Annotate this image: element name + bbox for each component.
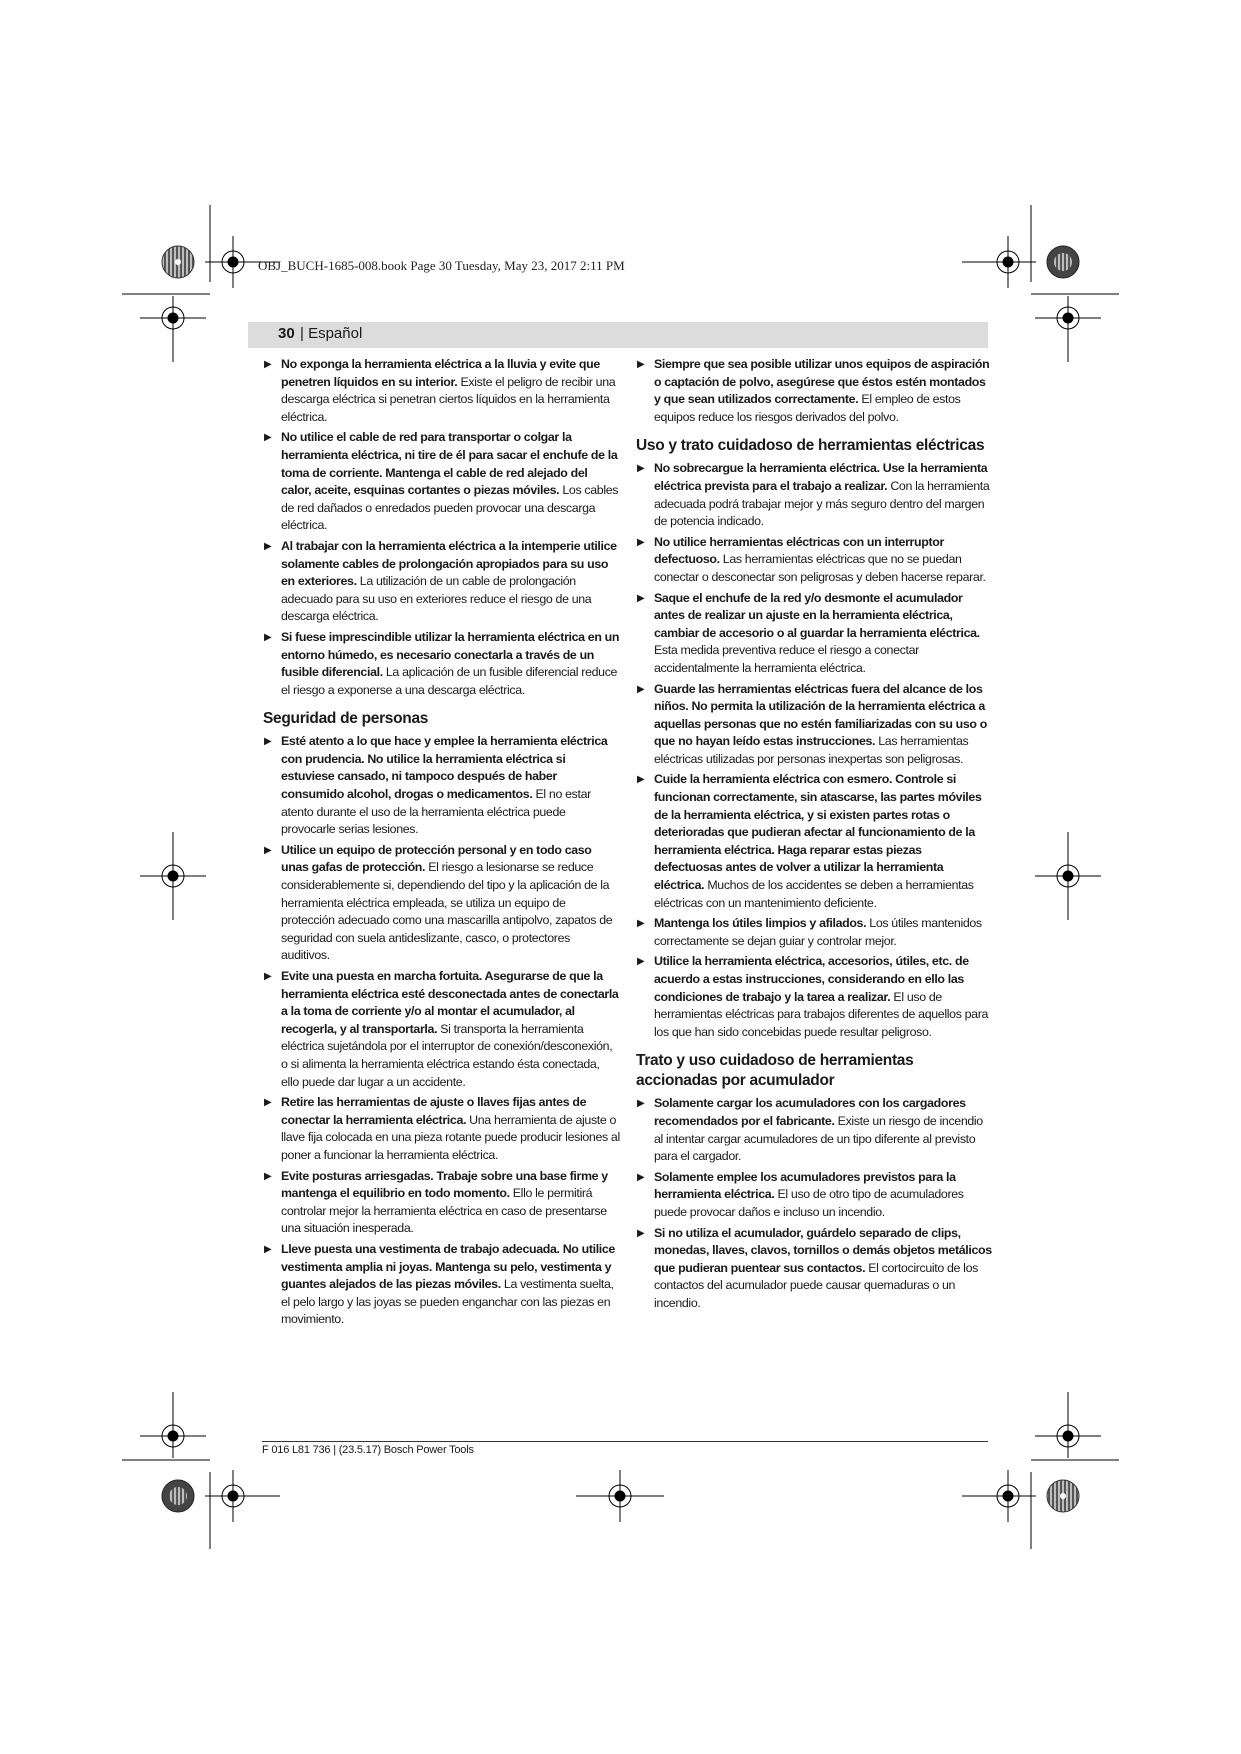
crosshair-icon bbox=[140, 1392, 206, 1458]
bullet-arrow-icon: ▶ bbox=[264, 432, 272, 444]
safety-explanation: La utilización de un cable de prolongación adecuado para su uso en exteriores reduce el riesgo de una descarga eléctrica. bbox=[281, 574, 592, 624]
crosshair-icon bbox=[576, 1470, 664, 1522]
bullet-arrow-icon: ▶ bbox=[264, 844, 272, 856]
safety-instruction: Si no utiliza el acumulador, guárdelo separado de clips, monedas, llaves, clavos, tornillos o demás objetos metálicos que pudieran puentear sus contactos. bbox=[654, 1225, 992, 1275]
safety-instruction: Si fuese imprescindible utilizar la herramienta eléctrica en un entorno húmedo, es necesario conectarla a través de un fusible diferencial. bbox=[281, 629, 620, 680]
crosshair-icon bbox=[962, 236, 1036, 288]
section-heading: Seguridad de personas bbox=[263, 710, 429, 728]
safety-instruction: No utilice el cable de red para transportar o colgar la herramienta eléctrica, ni tire de él para sacar el enchufe de la toma de corriente. Mantenga el cable de red alejado del calor, aceite, esquinas cortantes o piezas móviles. bbox=[281, 430, 618, 498]
safety-item bbox=[637, 1225, 993, 1313]
safety-instruction: No exponga la herramienta eléctrica a la lluvia y evite que penetren líquidos en su interior. bbox=[281, 357, 600, 389]
safety-explanation: Los útiles mantenidos correctamente se dejan guiar y controlar mejor. bbox=[654, 916, 982, 948]
safety-item bbox=[637, 681, 993, 769]
safety-item bbox=[264, 1168, 620, 1238]
safety-item bbox=[264, 1241, 620, 1329]
page-footer: F 016 L81 736 | (23.5.17) Bosch Power Tools bbox=[262, 1444, 474, 1456]
safety-explanation: Una herramienta de ajuste o llave fija colocada en una pieza rotante puede producir lesiones al poner a funcionar la herramienta eléctrica. bbox=[281, 1112, 620, 1162]
section-heading: Trato y uso cuidadoso de herramientas accionadas por acumulador bbox=[636, 1052, 914, 1090]
registration-target-icon bbox=[162, 246, 194, 278]
safety-explanation: Si transporta la herramienta eléctrica sujetándola por el interruptor de conexión/desconexión, o si alimenta la herramienta eléctrica estando ésta conectada, ello puede dar lugar a un accidente. bbox=[281, 1021, 613, 1089]
safety-item bbox=[264, 733, 620, 839]
safety-instruction: Solamente emplee los acumuladores previstos para la herramienta eléctrica. bbox=[654, 1169, 956, 1202]
bullet-arrow-icon: ▶ bbox=[637, 536, 645, 548]
safety-instruction: Evite una puesta en marcha fortuita. Asegurarse de que la herramienta eléctrica esté desconectada antes de conectarla a la toma de corriente y/o al montar el acumulador, al recogerla, y al transportarla. bbox=[281, 969, 619, 1036]
bullet-arrow-icon: ▶ bbox=[264, 631, 272, 643]
safety-item bbox=[264, 1094, 620, 1164]
crosshair-icon bbox=[1035, 1392, 1101, 1458]
safety-explanation: Ello le permitirá controlar mejor la herramienta eléctrica en caso de presentarse una situación inesperada. bbox=[281, 1186, 607, 1236]
safety-explanation: La aplicación de un fusible diferencial reduce el riesgo a exponerse a una descarga eléctrica. bbox=[281, 665, 618, 697]
safety-instruction: Utilice la herramienta eléctrica, accesorios, útiles, etc. de acuerdo a estas instrucciones, considerando en ello las condiciones de trabajo y la tarea a realizar. bbox=[654, 954, 969, 1004]
bullet-arrow-icon: ▶ bbox=[637, 1227, 645, 1239]
safety-item bbox=[637, 534, 993, 587]
safety-item bbox=[264, 629, 620, 699]
safety-explanation: Con la herramienta adecuada podrá trabajar mejor y más seguro dentro del margen de potencia indicado. bbox=[654, 478, 990, 529]
safety-item bbox=[264, 968, 620, 1091]
safety-item bbox=[637, 590, 993, 678]
crosshair-icon bbox=[1035, 832, 1101, 920]
bullet-arrow-icon: ▶ bbox=[637, 1171, 645, 1183]
safety-explanation: La vestimenta suelta, el pelo largo y las joyas se pueden enganchar con las piezas en movimiento. bbox=[281, 1277, 614, 1327]
safety-explanation: El riesgo a lesionarse se reduce considerablemente si, dependiendo del tipo y la aplicación de la herramienta eléctrica empleada, se utiliza un equipo de protección adecuado como una mascarilla antipolvo, zapatos de seguridad con suela antideslizante, casco, o protectores auditivos. bbox=[281, 860, 613, 963]
bullet-arrow-icon: ▶ bbox=[264, 540, 272, 552]
safety-item bbox=[637, 915, 993, 950]
safety-instruction: Evite posturas arriesgadas. Trabaje sobre una base firme y mantenga el equilibrio en todo momento. bbox=[281, 1168, 608, 1201]
safety-item bbox=[637, 1095, 993, 1165]
safety-item bbox=[264, 356, 620, 426]
safety-explanation: Existe el peligro de recibir una descarga eléctrica si penetran ciertos líquidos en la herramienta eléctrica. bbox=[281, 374, 616, 424]
safety-explanation: Los cables de red dañados o enredados pueden provocar una descarga eléctrica. bbox=[281, 483, 619, 533]
left-column bbox=[264, 356, 620, 1332]
safety-instruction: Saque el enchufe de la red y/o desmonte el acumulador antes de realizar un ajuste en la herramienta eléctrica, cambiar de accesorio o al guardar la herramienta eléctrica. bbox=[654, 590, 980, 640]
safety-explanation: El no estar atento durante el uso de la herramienta eléctrica puede provocarle serias lesiones. bbox=[281, 787, 591, 837]
safety-item bbox=[264, 538, 620, 626]
safety-instruction: Guarde las herramientas eléctricas fuera del alcance de los niños. No permita la utilización de la herramienta eléctrica a aquellas personas que no estén familiarizadas con su uso o que no hayan leído estas instrucciones. bbox=[654, 681, 987, 749]
bullet-arrow-icon: ▶ bbox=[637, 592, 645, 604]
crosshair-icon bbox=[140, 832, 206, 920]
safety-explanation: Las herramientas eléctricas que no se puedan conectar o desconectar son peligrosas y deben hacerse reparar. bbox=[654, 552, 986, 584]
safety-instruction: No sobrecargue la herramienta eléctrica. Use la herramienta eléctrica prevista para el trabajo a realizar. bbox=[654, 461, 988, 493]
safety-item bbox=[637, 953, 993, 1041]
book-info-line: OBJ_BUCH-1685-008.book Page 30 Tuesday, May 23, 2017 2:11 PM bbox=[258, 258, 625, 273]
bullet-arrow-icon: ▶ bbox=[637, 359, 645, 370]
crosshair-icon bbox=[962, 1470, 1036, 1522]
safety-item bbox=[637, 771, 993, 912]
safety-instruction: Cuide la herramienta eléctrica con esmero. Controle si funcionan correctamente, sin atascarse, las partes móviles de la herramienta eléctrica, y si existen partes rotas o deterioradas que pudieran afectar al funcionamiento de la herramienta eléctrica. Haga reparar estas piezas defectuosas antes de volver a utilizar la herramienta eléctrica. bbox=[654, 772, 982, 893]
safety-item bbox=[264, 429, 620, 535]
page-number: 30 bbox=[278, 325, 295, 342]
bullet-arrow-icon: ▶ bbox=[264, 736, 272, 748]
bullet-arrow-icon: ▶ bbox=[637, 918, 645, 930]
section-heading: Uso y trato cuidadoso de herramientas eléctricas bbox=[636, 437, 985, 455]
safety-explanation: Las herramientas eléctricas utilizadas por personas inexpertas son peligrosas. bbox=[654, 734, 969, 766]
registration-target-icon bbox=[1047, 1480, 1079, 1512]
registration-target-icon bbox=[1047, 246, 1079, 278]
right-column bbox=[637, 356, 993, 1316]
crosshair-icon bbox=[1035, 296, 1101, 362]
registration-target-icon bbox=[162, 1480, 194, 1512]
safety-instruction: Esté atento a lo que hace y emplee la herramienta eléctrica con prudencia. No utilice la herramienta eléctrica si estuviese cansado, ni tampoco después de haber consumido alcohol, drogas o medicamentos. bbox=[281, 734, 608, 802]
bullet-arrow-icon: ▶ bbox=[637, 956, 645, 968]
safety-instruction: Siempre que sea posible utilizar unos equipos de aspiración o captación de polvo, asegúrese que éstos estén montados y que sean utilizados correctamente. bbox=[654, 357, 990, 407]
safety-instruction: Lleve puesta una vestimenta de trabajo adecuada. No utilice vestimenta amplia ni joyas. Mantenga su pelo, vestimenta y guantes alejados de las piezas móviles. bbox=[281, 1241, 615, 1292]
safety-explanation: Esta medida preventiva reduce el riesgo a conectar accidentalmente la herramienta eléctrica. bbox=[654, 643, 919, 675]
safety-instruction: Al trabajar con la herramienta eléctrica a la intemperie utilice solamente cables de prolongación apropiados para su uso en exteriores. bbox=[281, 538, 617, 589]
bullet-arrow-icon: ▶ bbox=[637, 1098, 645, 1110]
safety-instruction: Retire las herramientas de ajuste o llaves fijas antes de conectar la herramienta eléctrica. bbox=[281, 1095, 587, 1127]
safety-item bbox=[637, 1169, 993, 1222]
safety-item bbox=[637, 356, 993, 426]
crosshair-icon bbox=[140, 296, 206, 362]
bullet-arrow-icon: ▶ bbox=[264, 359, 272, 370]
bullet-arrow-icon: ▶ bbox=[637, 463, 645, 475]
safety-explanation: Muchos de los accidentes se deben a herramientas eléctricas con un mantenimiento deficiente. bbox=[654, 878, 974, 910]
bullet-arrow-icon: ▶ bbox=[637, 774, 645, 786]
safety-explanation: El empleo de estos equipos reduce los riesgos derivados del polvo. bbox=[654, 392, 961, 424]
bullet-arrow-icon: ▶ bbox=[637, 683, 645, 695]
safety-explanation: El cortocircuito de los contactos del acumulador puede causar quemaduras o un incendio. bbox=[654, 1260, 978, 1310]
bullet-arrow-icon: ▶ bbox=[264, 1243, 272, 1255]
safety-explanation: El uso de otro tipo de acumuladores puede provocar daños e incluso un incendio. bbox=[654, 1187, 964, 1219]
footer-rule bbox=[262, 1441, 988, 1442]
safety-instruction: Mantenga los útiles limpios y afilados. bbox=[654, 916, 867, 931]
safety-item bbox=[264, 842, 620, 965]
safety-explanation: Existe un riesgo de incendio al intentar cargar acumuladores de un tipo diferente al previsto para el cargador. bbox=[654, 1113, 983, 1164]
safety-instruction: Utilice un equipo de protección personal y en todo caso unas gafas de protección. bbox=[281, 842, 592, 875]
safety-instruction: Solamente cargar los acumuladores con los cargadores recomendados por el fabricante. bbox=[654, 1096, 966, 1128]
safety-item bbox=[637, 460, 993, 530]
bullet-arrow-icon: ▶ bbox=[264, 1097, 272, 1109]
bullet-arrow-icon: ▶ bbox=[264, 1170, 272, 1182]
safety-instruction: No utilice herramientas eléctricas con un interruptor defectuoso. bbox=[654, 534, 944, 567]
safety-explanation: El uso de herramientas eléctricas para trabajos diferentes de aquellos para los que han sido concebidas puede resultar peligroso. bbox=[654, 989, 989, 1039]
page-language: | Español bbox=[300, 325, 363, 342]
crosshair-icon bbox=[205, 1470, 280, 1522]
bullet-arrow-icon: ▶ bbox=[264, 971, 272, 982]
